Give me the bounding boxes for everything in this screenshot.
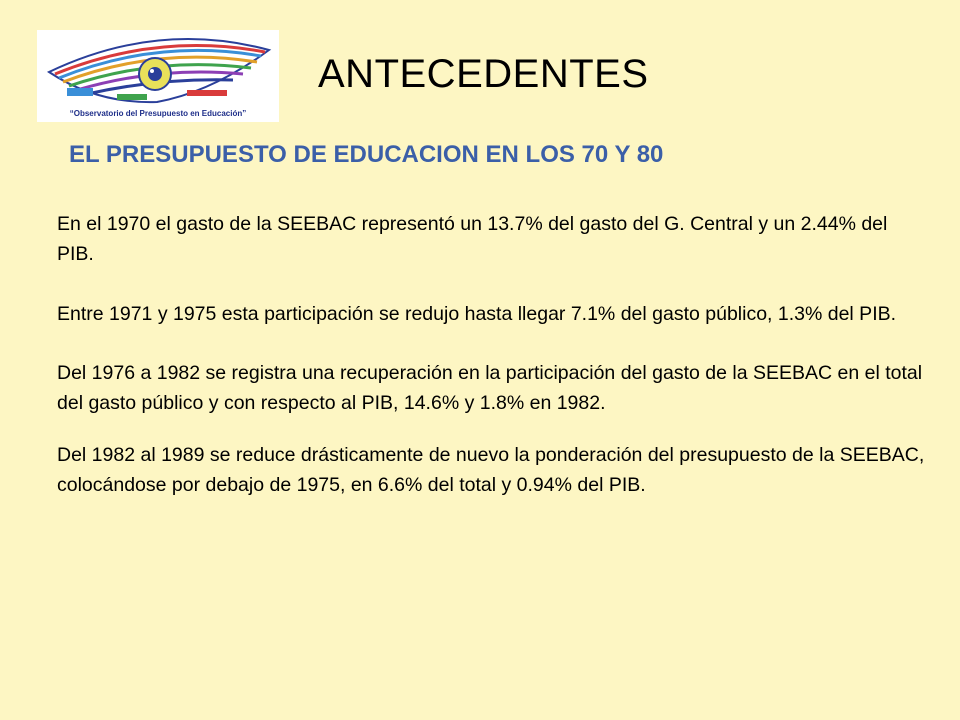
slide-title: ANTECEDENTES xyxy=(318,52,649,96)
paragraph-1982-1989: Del 1982 al 1989 se reduce drásticamente de nuevo la ponderación del presupuesto de la SEEBAC, colocándose por debajo de 1975, en 6.6% del total y 0.94% del PIB. xyxy=(57,444,925,496)
slide-subtitle: EL PRESUPUESTO DE EDUCACION EN LOS 70 Y 80 xyxy=(69,141,664,168)
paragraph-1970: En el 1970 el gasto de la SEEBAC representó un 13.7% del gasto del G. Central y un 2.44% del PIB. xyxy=(57,213,888,265)
paragraph-1976-1982: Del 1976 a 1982 se registra una recuperación en la participación del gasto de la SEEBAC en el total del gasto público y con respecto al PIB, 14.6% y 1.8% en 1982. xyxy=(57,362,923,414)
paragraph-1971-1975: Entre 1971 y 1975 esta participación se redujo hasta llegar 7.1% del gasto público, 1.3% del PIB. xyxy=(57,303,897,325)
body-text xyxy=(57,209,927,500)
logo-caption: “Observatorio del Presupuesto en Educación” xyxy=(69,109,247,118)
eye-logo-icon xyxy=(37,30,279,110)
observatorio-logo xyxy=(37,30,279,122)
